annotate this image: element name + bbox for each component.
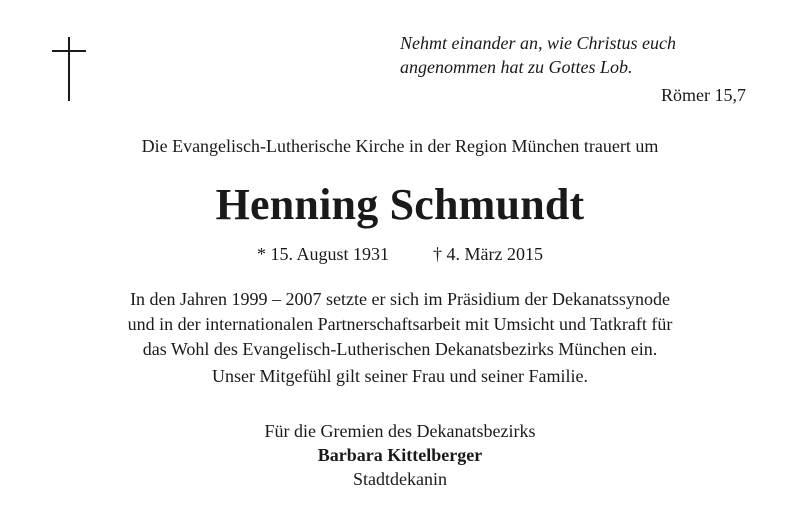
signature-on-behalf: Für die Gremien des Dekanatsbezirks	[264, 421, 536, 441]
bible-quote	[400, 31, 746, 79]
quote-line-1: Nehmt einander an, wie Christus euch	[400, 33, 676, 53]
body-line-3: das Wohl des Evangelisch-Lutherischen Dekanatsbezirks München ein.	[142, 339, 658, 359]
body-line-1: In den Jahren 1999 – 2007 setzte er sich im Präsidium der Dekanatssynode	[130, 289, 670, 309]
life-dates	[0, 242, 800, 266]
quote-reference: Römer 15,7	[661, 85, 746, 105]
signer-title: Stadtdekanin	[353, 469, 447, 489]
body-line-2: und in der internationalen Partnerschaftsarbeit mit Umsicht und Tatkraft für	[127, 314, 673, 334]
cross-horizontal-bar	[52, 50, 86, 52]
signer-name: Barbara Kittelberger	[317, 445, 483, 465]
intro-text: Die Evangelisch-Lutherische Kirche in der Region München trauert um	[141, 136, 659, 156]
condolence-line: Unser Mitgefühl gilt seiner Frau und seiner Familie.	[212, 366, 588, 386]
death-date: † 4. März 2015	[433, 244, 543, 264]
deceased-name: Henning Schmundt	[215, 180, 585, 229]
cross-vertical-bar	[68, 37, 70, 101]
birth-date: * 15. August 1931	[257, 244, 390, 264]
quote-line-2: angenommen hat zu Gottes Lob.	[400, 57, 633, 77]
cross-icon	[52, 37, 86, 101]
